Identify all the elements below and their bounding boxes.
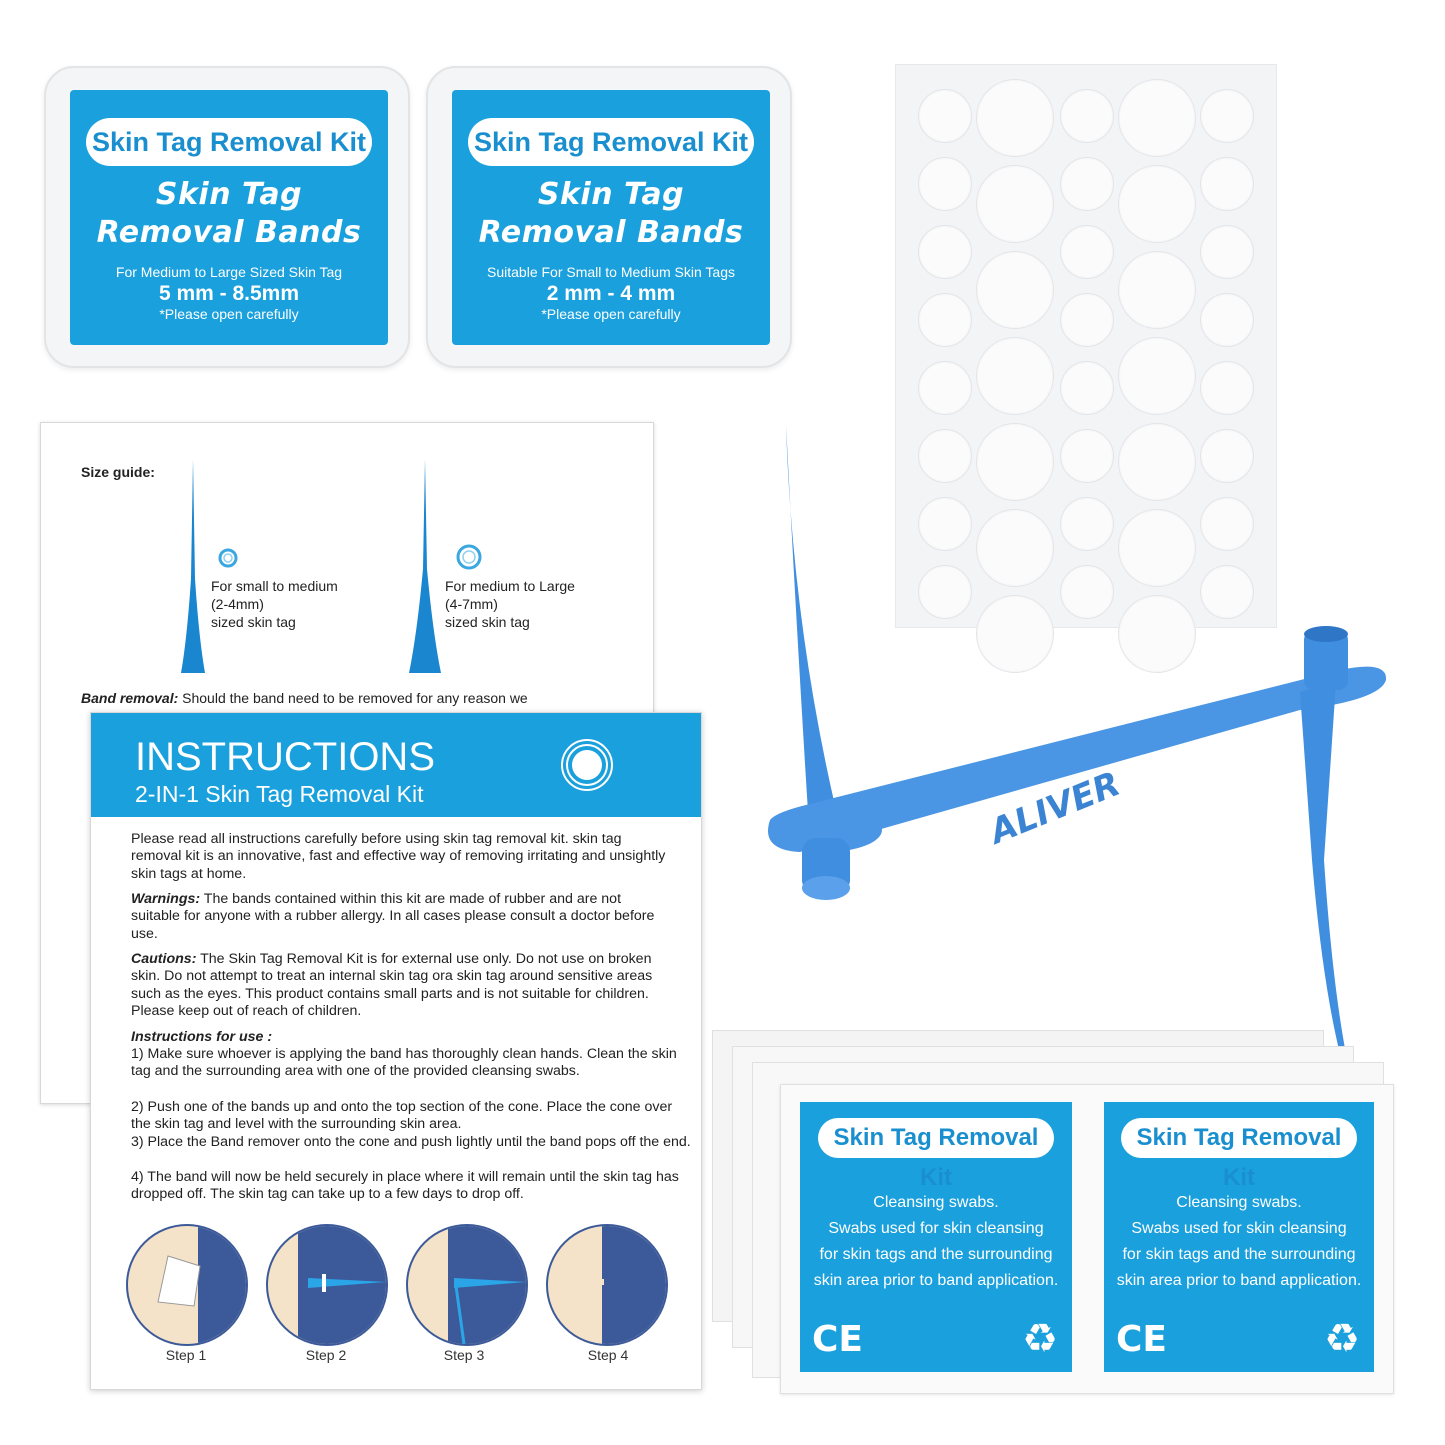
step-2-illustration (266, 1224, 388, 1346)
swab-description: Cleansing swabs. Swabs used for skin cleansing for skin tags and the surrounding skin area prior to band application. (813, 1194, 1059, 1289)
tool-brand-text: ALIVER (984, 763, 1126, 853)
band-applicator-tool (740, 420, 1420, 1060)
use-step-2: 2) Push one of the bands up and onto the top section of the cone. Place the cone over the skin tag and level with the surrounding skin area. (131, 1099, 673, 1133)
size-guide-title: Size guide: (81, 464, 155, 480)
large-guide-text: For medium to Large (4-7mm) sized skin tag (445, 578, 575, 630)
step-1-illustration (126, 1224, 248, 1346)
patch-dot (1118, 79, 1196, 157)
swab-description: Cleansing swabs. Swabs used for skin cleansing for skin tags and the surrounding skin area prior to band application. (1116, 1194, 1362, 1289)
band-box-large (44, 66, 410, 368)
kit-label-pill: Skin Tag Removal Kit (86, 118, 372, 166)
patch-dot (976, 337, 1054, 415)
patch-dot (976, 165, 1054, 243)
small-cone-icon (177, 459, 209, 675)
patch-dot (976, 79, 1054, 157)
kit-label-pill: Skin Tag Removal Kit (468, 118, 754, 166)
band-box-small (426, 66, 792, 368)
ce-mark: CE (812, 1319, 864, 1360)
band-description: For Medium to Large Sized Skin Tag (115, 264, 343, 280)
patch-dot (1200, 89, 1254, 143)
patch-dot (918, 225, 972, 279)
product-line-2: Removal Bands (96, 215, 362, 250)
patch-dot (976, 251, 1054, 329)
product-line-1: Skin Tag (537, 177, 685, 212)
step-3-illustration (406, 1224, 528, 1346)
step-3-label: Step 3 (443, 1347, 485, 1363)
open-note: *Please open carefully (159, 306, 299, 322)
patch-dot (1060, 157, 1114, 211)
patch-dot (1060, 361, 1114, 415)
recycle-icon: ♻ (1022, 1317, 1058, 1361)
product-name (452, 176, 770, 252)
patch-dot (1200, 157, 1254, 211)
band-box-label (452, 90, 770, 345)
patch-dot (1200, 225, 1254, 279)
product-name (70, 176, 388, 252)
cautions-text: Cautions: The Skin Tag Removal Kit is for external use only. Do not use on broken skin. Do not attempt to treat an internal skin tag ora skin tag around sensitive areas such as the eyes. This product contains small parts and is not suitable for children. Please keep out of reach of children. (131, 951, 653, 1020)
patch-dot (918, 361, 972, 415)
patch-dot (918, 89, 972, 143)
use-heading: Instructions for use : (131, 1029, 273, 1045)
small-band-icon (217, 547, 239, 569)
large-cone-icon (407, 459, 443, 675)
step-1-label: Step 1 (165, 1347, 207, 1363)
intro-text: Please read all instructions carefully before using skin tag removal kit. skin tag removal kit is an innovative, fast and effective way of removing irritating and unsightly skin tags at home. (131, 831, 666, 882)
patch-dot (1060, 89, 1114, 143)
large-band-icon (455, 543, 483, 571)
patch-dot (1118, 251, 1196, 329)
instructions-header (91, 713, 701, 817)
band-box-label (70, 90, 388, 345)
patch-dot (1200, 361, 1254, 415)
instructions-subtitle: 2-IN-1 Skin Tag Removal Kit (135, 781, 424, 807)
kit-label-pill: Skin Tag Removal Kit (818, 1118, 1054, 1158)
product-line-1: Skin Tag (155, 177, 303, 212)
open-note: *Please open carefully (541, 306, 681, 322)
band-removal-text: Band removal: Should the band need to be removed for any reason we (81, 690, 528, 706)
band-size: 2 mm - 4 mm (546, 282, 676, 305)
patch-dot (1060, 225, 1114, 279)
use-step-3: 3) Place the Band remover onto the cone and push lightly until the band pops off the end. (131, 1134, 691, 1150)
patch-dot (1118, 337, 1196, 415)
patch-dot (918, 293, 972, 347)
step-4-label: Step 4 (587, 1347, 629, 1363)
kit-label-pill: Skin Tag Removal Kit (1121, 1118, 1357, 1158)
band-description: Suitable For Small to Medium Skin Tags (487, 264, 735, 280)
patch-dot (1118, 165, 1196, 243)
patch-dot (918, 157, 972, 211)
patch-dot (1200, 293, 1254, 347)
swab-label-right (1104, 1102, 1374, 1372)
step-2-label: Step 2 (305, 1347, 347, 1363)
patch-dot (1060, 293, 1114, 347)
warnings-text: Warnings: The bands contained within this kit are made of rubber and are not suitable for anyone with a rubber allergy. In all cases please consult a doctor before use. (131, 891, 655, 942)
band-size: 5 mm - 8.5mm (158, 282, 300, 305)
recycle-icon: ♻ (1324, 1317, 1360, 1361)
use-step-1: 1) Make sure whoever is applying the band has thoroughly clean hands. Clean the skin tag and the surrounding area with one of the provided cleansing swabs. (131, 1046, 677, 1080)
use-step-4: 4) The band will now be held securely in place where it will remain until the skin tag has dropped off. The skin tag can take up to a few days to drop off. (131, 1169, 679, 1203)
ce-mark: CE (1116, 1319, 1168, 1360)
swab-label-left (800, 1102, 1072, 1372)
instructions-title: INSTRUCTIONS (135, 735, 435, 779)
step-4-illustration (546, 1224, 668, 1346)
small-guide-text: For small to medium (2-4mm) sized skin tag (211, 578, 338, 630)
product-line-2: Removal Bands (478, 215, 744, 250)
band-rings-icon (559, 737, 615, 793)
